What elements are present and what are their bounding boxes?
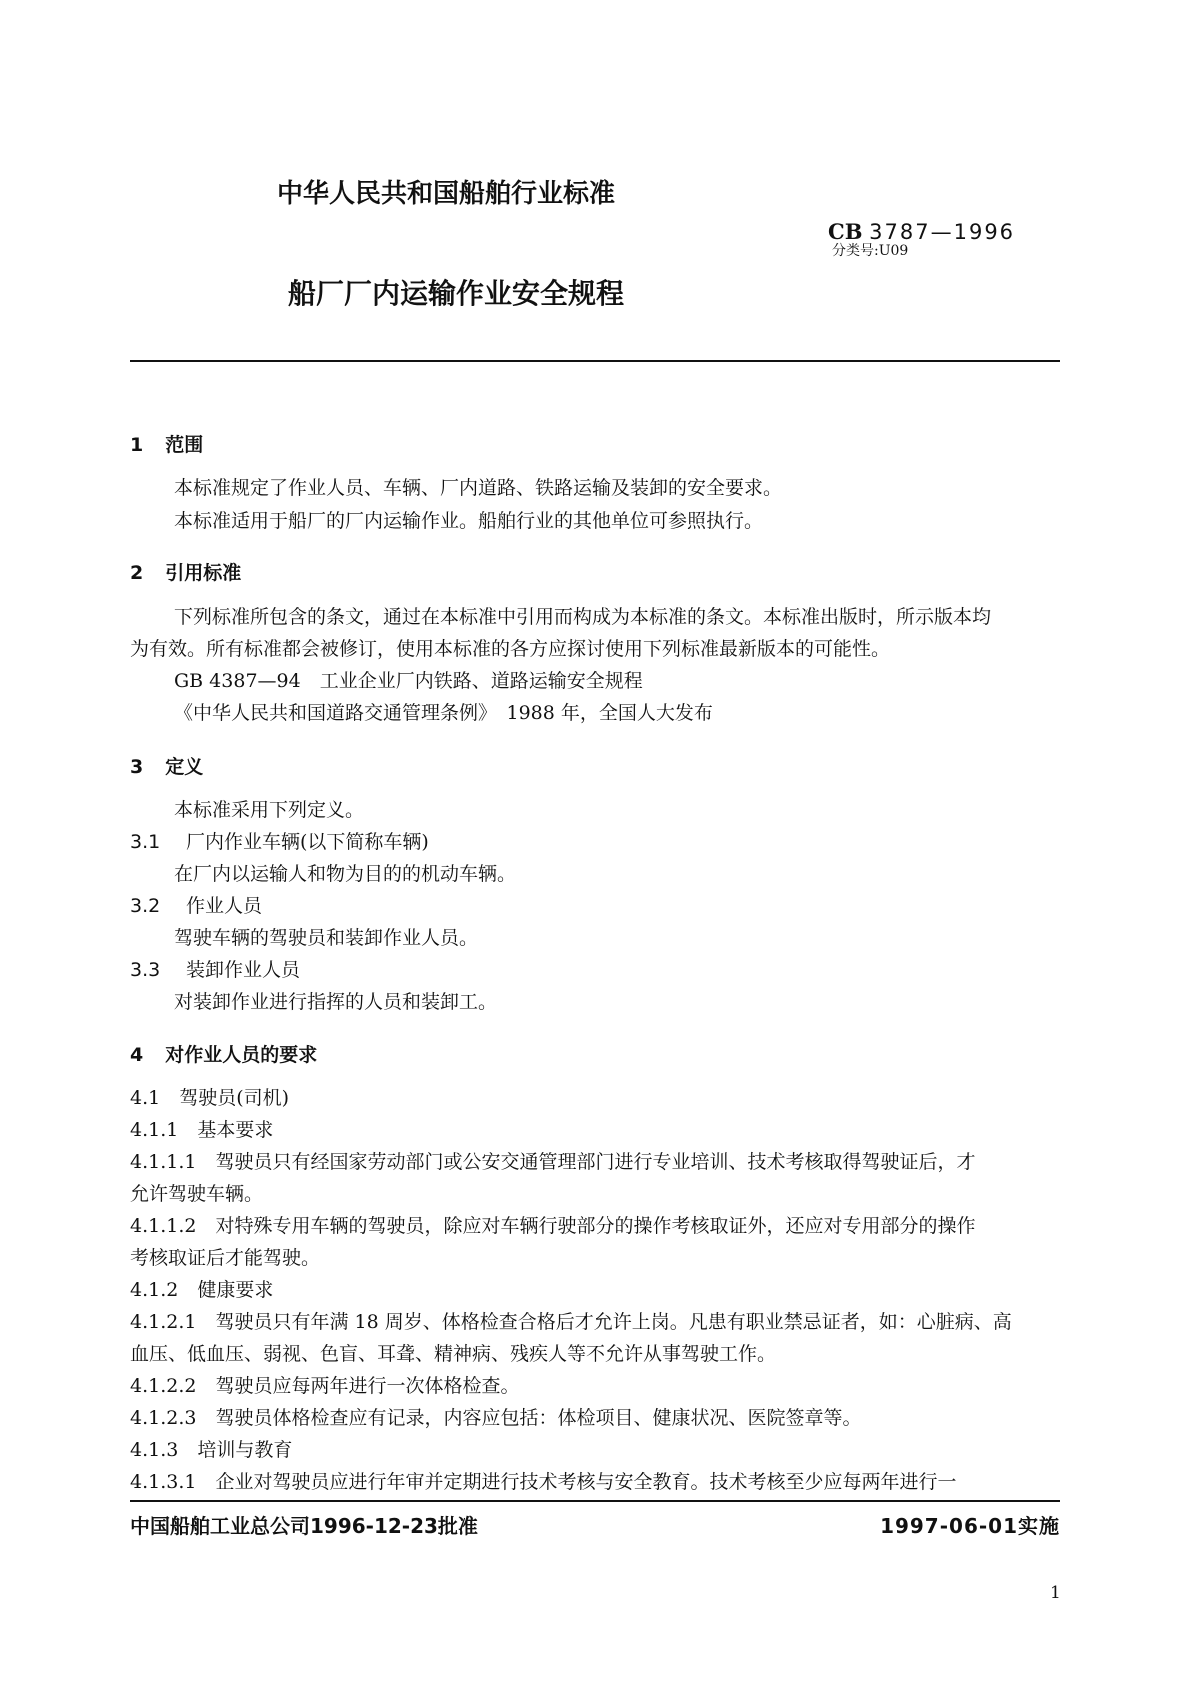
footer-rule: [130, 1500, 1060, 1502]
clause-number: 3.2: [130, 895, 161, 917]
definition-term: 厂内作业车辆(以下简称车辆): [186, 831, 429, 853]
clause-text: 4.1.1.1 驾驶员只有经国家劳动部门或公安交通管理部门进行专业培训、技术考核取得驾驶证后，才: [130, 1151, 976, 1173]
definition-text: 驾驶车辆的驾驶员和装卸作业人员。: [174, 927, 479, 949]
clause-heading: 4.1 驾驶员(司机): [130, 1087, 290, 1109]
approval-line: 中国船舶工业总公司1996-12-23批准: [130, 1514, 478, 1538]
standard-code-number: 3787—1996: [869, 220, 1016, 244]
clause-text: 允许驾驶车辆。: [130, 1183, 264, 1205]
definition-heading: [130, 957, 300, 983]
section-3-heading: [130, 752, 203, 779]
header-rule: [130, 360, 1060, 362]
clause-heading: 4.1.1 基本要求: [130, 1119, 274, 1141]
section-title: 定义: [165, 756, 204, 778]
paragraph: 为有效。所有标准都会被修订，使用本标准的各方应探讨使用下列标准最新版本的可能性。: [130, 638, 891, 660]
section-1-heading: [130, 430, 203, 457]
clause-number: 3.3: [130, 959, 161, 981]
definition-heading: [130, 829, 429, 855]
clause-text: 4.1.2.3 驾驶员体格检查应有记录，内容应包括：体检项目、健康状况、医院签章等。: [130, 1407, 862, 1429]
definition-term: 作业人员: [186, 895, 263, 917]
page-number: 1: [1050, 1583, 1061, 1603]
definition-term: 装卸作业人员: [186, 959, 301, 981]
clause-text: 4.1.2.1 驾驶员只有年满 18 周岁、体格检查合格后才允许上岗。凡患有职业禁忌证者，如：心脏病、高: [130, 1311, 1012, 1333]
classification-number: 分类号:U09: [832, 243, 909, 259]
section-number: 4: [130, 1044, 144, 1066]
section-number: 3: [130, 756, 144, 778]
section-title: 对作业人员的要求: [165, 1044, 318, 1066]
paragraph: 本标准采用下列定义。: [174, 799, 365, 821]
reference-item: 《中华人民共和国道路交通管理条例》 1988 年，全国人大发布: [174, 702, 713, 724]
clause-text: 血压、低血压、弱视、色盲、耳聋、精神病、残疾人等不允许从事驾驶工作。: [130, 1343, 777, 1365]
definition-text: 对装卸作业进行指挥的人员和装卸工。: [174, 991, 498, 1013]
definition-text: 在厂内以运输人和物为目的的机动车辆。: [174, 863, 517, 885]
paragraph: 本标准规定了作业人员、车辆、厂内道路、铁路运输及装卸的安全要求。: [174, 477, 783, 499]
clause-number: 3.1: [130, 831, 161, 853]
clause-text: 4.1.1.2 对特殊专用车辆的驾驶员，除应对车辆行驶部分的操作考核取证外，还应对专用部分的操作: [130, 1215, 976, 1237]
standard-title: 中华人民共和国船舶行业标准: [277, 179, 616, 209]
clause-text: 4.1.2.2 驾驶员应每两年进行一次体格检查。: [130, 1375, 520, 1397]
definition-heading: [130, 893, 262, 919]
standard-code-prefix: CB: [828, 219, 863, 244]
clause-text: 4.1.3.1 企业对驾驶员应进行年审并定期进行技术考核与安全教育。技术考核至少应每两年进行一: [130, 1471, 957, 1493]
clause-heading: 4.1.3 培训与教育: [130, 1439, 293, 1461]
reference-item: GB 4387—94 工业企业厂内铁路、道路运输安全规程: [174, 670, 643, 692]
section-4-heading: [130, 1040, 317, 1067]
implementation-date: 1997-06-01实施: [880, 1514, 1060, 1538]
section-2-heading: [130, 558, 241, 585]
clause-text: 考核取证后才能驾驶。: [130, 1247, 321, 1269]
section-number: 2: [130, 562, 144, 584]
clause-heading: 4.1.2 健康要求: [130, 1279, 274, 1301]
section-title: 引用标准: [165, 562, 242, 584]
document-title: 船厂厂内运输作业安全规程: [288, 277, 625, 310]
section-number: 1: [130, 434, 144, 456]
paragraph: 下列标准所包含的条文，通过在本标准中引用而构成为本标准的条文。本标准出版时，所示版本均: [174, 606, 992, 628]
section-title: 范围: [165, 434, 204, 456]
paragraph: 本标准适用于船厂的厂内运输作业。船舶行业的其他单位可参照执行。: [174, 510, 764, 532]
